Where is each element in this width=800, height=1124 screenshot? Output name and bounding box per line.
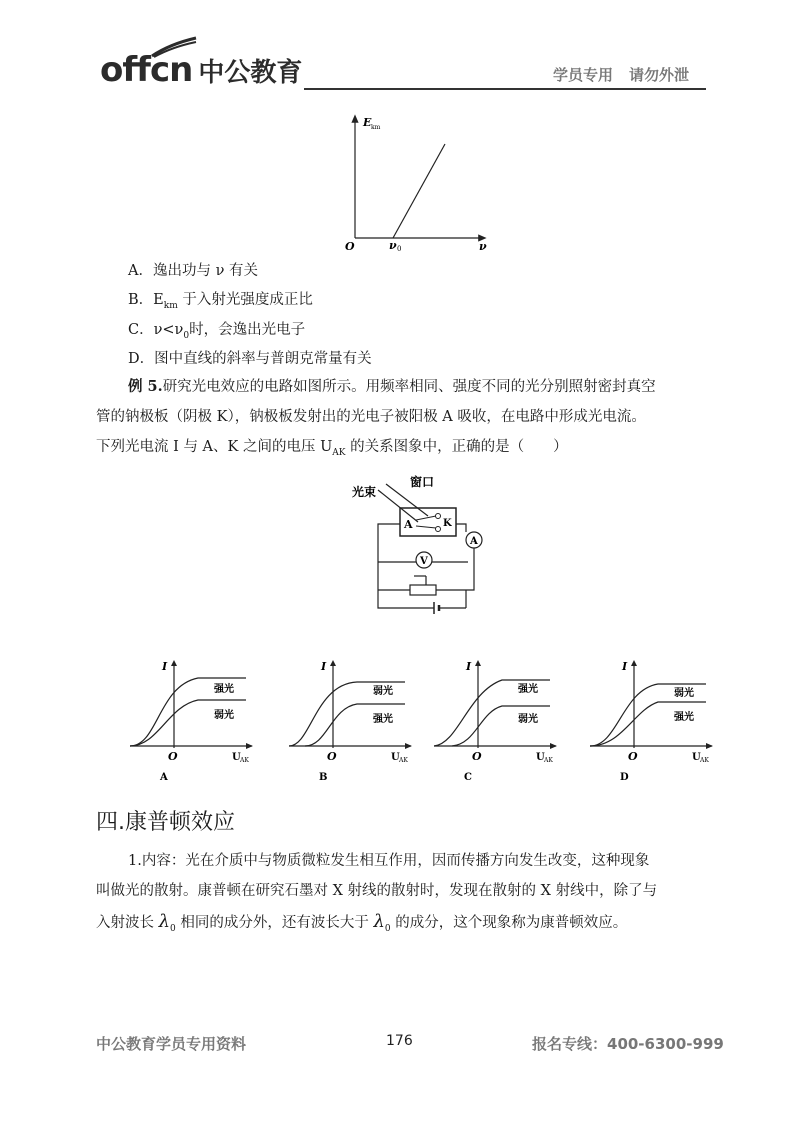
section4-line3 — [96, 912, 627, 939]
iv-origin-label: O — [472, 750, 482, 763]
iv-y-label: I — [466, 660, 472, 673]
cathode-label: K — [443, 518, 452, 529]
option-b-pre: B．E — [128, 292, 164, 308]
option-b-sub: km — [163, 300, 178, 311]
example5-line2: 管的钠极板（阴极 K），钠极板发射出的光电子被阳极 A 吸收，在电路中形成光电流。 — [96, 409, 646, 425]
iv-upper-curve-label: 强光 — [214, 684, 234, 695]
option-d: D．图中直线的斜率与普朗克常量有关 — [128, 351, 372, 367]
example5-line3-post: 的关系图象中，正确的是（ ） — [345, 439, 568, 455]
option-c-pre: C．ν<ν — [128, 322, 184, 338]
iv-y-arrow-icon — [330, 660, 336, 666]
iv-lower-curve-label: 弱光 — [518, 714, 538, 725]
section4-line3-a: 入射波长 — [96, 915, 159, 931]
option-c-sub: 0 — [183, 330, 190, 341]
iv-graph-d — [588, 656, 718, 788]
electron-arrow — [416, 516, 436, 520]
header-tag-students: 学员专用 — [553, 66, 614, 84]
ekm-frequency-graph — [335, 112, 495, 252]
page-number: 176 — [386, 1033, 413, 1049]
ammeter-label: A — [470, 536, 478, 547]
header-tag-confidential: 请勿外泄 — [629, 66, 690, 84]
header-tags — [553, 64, 689, 85]
iv-origin-label: O — [327, 750, 337, 763]
example5-line1 — [128, 377, 656, 397]
iv-upper-curve-label: 强光 — [518, 684, 538, 695]
example5-label: 例 5. — [128, 378, 163, 395]
footer-left: 中公教育学员专用资料 — [96, 1035, 247, 1053]
option-b-post: 于入射光强度成正比 — [177, 292, 313, 308]
lambda-sub: 0 — [170, 923, 176, 934]
iv-x-label-sub: AK — [240, 757, 249, 764]
iv-x-arrow-icon — [405, 743, 412, 749]
iv-x-label: U — [536, 752, 545, 763]
iv-x-label: U — [692, 752, 701, 763]
iv-x-label-sub: AK — [544, 757, 553, 764]
lambda-symbol: λ — [158, 911, 171, 932]
iv-graph-b — [287, 656, 417, 788]
iv-y-label: I — [162, 660, 168, 673]
option-a: A．逸出功与 ν 有关 — [128, 263, 259, 279]
section-title: 四.康普顿效应 — [96, 810, 235, 835]
iv-upper-curve-label: 弱光 — [373, 686, 393, 697]
iv-curve-lower — [305, 704, 405, 746]
iv-origin-label: O — [168, 750, 178, 763]
iv-curve-lower — [452, 706, 550, 746]
iv-graph-a — [128, 656, 258, 788]
logo-swoosh-icon — [150, 36, 200, 58]
iv-upper-curve-label: 弱光 — [674, 688, 694, 699]
lambda-symbol-2: λ — [373, 911, 385, 932]
window-label: 窗口 — [410, 475, 435, 489]
iv-y-arrow-icon — [475, 660, 481, 666]
iv-x-arrow-icon — [706, 743, 713, 749]
ekm-origin-label: O — [345, 240, 355, 252]
iv-y-label: I — [622, 660, 628, 673]
iv-lower-curve-label: 强光 — [674, 712, 694, 723]
circuit-wire — [456, 524, 466, 532]
example5-line3-pre: 下列光电流 I 与 A、K 之间的电压 U — [96, 439, 333, 455]
option-b — [128, 290, 313, 316]
rheostat-icon — [410, 585, 436, 595]
ekm-y-label: E — [363, 116, 372, 129]
offcn-logo — [100, 50, 302, 93]
electron-icon — [436, 527, 441, 532]
logo-chinese: 中公教育 — [198, 58, 303, 88]
iv-x-label-sub: AK — [700, 757, 709, 764]
header-rule — [304, 88, 706, 90]
ekm-y-label-sub: km — [371, 124, 381, 131]
iv-caption: D — [620, 772, 629, 783]
example5-line3 — [96, 437, 568, 463]
iv-caption: B — [319, 772, 328, 783]
iv-curve-lower — [590, 702, 706, 746]
iv-x-label: U — [232, 752, 241, 763]
photoelectric-circuit — [348, 472, 498, 617]
electron-arrow — [416, 526, 436, 528]
voltmeter-label: V — [420, 556, 428, 567]
ekm-threshold-sub: 0 — [397, 245, 402, 252]
ekm-x-label: ν — [479, 240, 487, 252]
iv-lower-curve-label: 弱光 — [214, 710, 234, 721]
iv-y-label: I — [321, 660, 327, 673]
iv-x-label: U — [391, 752, 400, 763]
anode-label: A — [404, 518, 413, 531]
ekm-line — [393, 144, 445, 238]
iv-y-arrow-icon — [631, 660, 637, 666]
footer-right: 报名专线：400-6300-999 — [532, 1035, 724, 1053]
iv-x-arrow-icon — [246, 743, 253, 749]
iv-origin-label: O — [628, 750, 638, 763]
iv-caption: A — [160, 772, 168, 783]
iv-graph-c — [432, 656, 562, 788]
iv-lower-curve-label: 强光 — [373, 714, 393, 725]
beam-label: 光束 — [352, 485, 377, 499]
iv-x-label-sub: AK — [399, 757, 408, 764]
example5-line3-sub: AK — [332, 447, 346, 458]
section4-line3-b: 相同的成分外，还有波长大于 — [175, 915, 374, 931]
iv-y-arrow-icon — [171, 660, 177, 666]
iv-caption: C — [464, 772, 472, 783]
section4-line2: 叫做光的散射。康普顿在研究石墨对 X 射线的散射时，发现在散射的 X 射线中，除了与 — [96, 883, 658, 899]
example5-text1: 研究光电效应的电路如图所示。用频率相同、强度不同的光分别照射密封真空 — [162, 379, 656, 395]
option-c-post: 时，会逸出光电子 — [189, 322, 306, 338]
circuit-wire — [436, 548, 474, 590]
iv-x-arrow-icon — [550, 743, 557, 749]
option-c — [128, 320, 305, 346]
section4-line3-c: 的成分，这个现象称为康普顿效应。 — [390, 915, 628, 931]
iv-curve-lower — [130, 700, 246, 746]
section4-line1: 1.内容：光在介质中与物质微粒发生相互作用，因而传播方向发生改变，这种现象 — [128, 853, 650, 869]
lambda-sub-2: 0 — [384, 923, 391, 934]
logo-latin: offcn — [100, 50, 193, 90]
electron-icon — [436, 514, 441, 519]
ekm-threshold-label: ν — [389, 239, 397, 252]
